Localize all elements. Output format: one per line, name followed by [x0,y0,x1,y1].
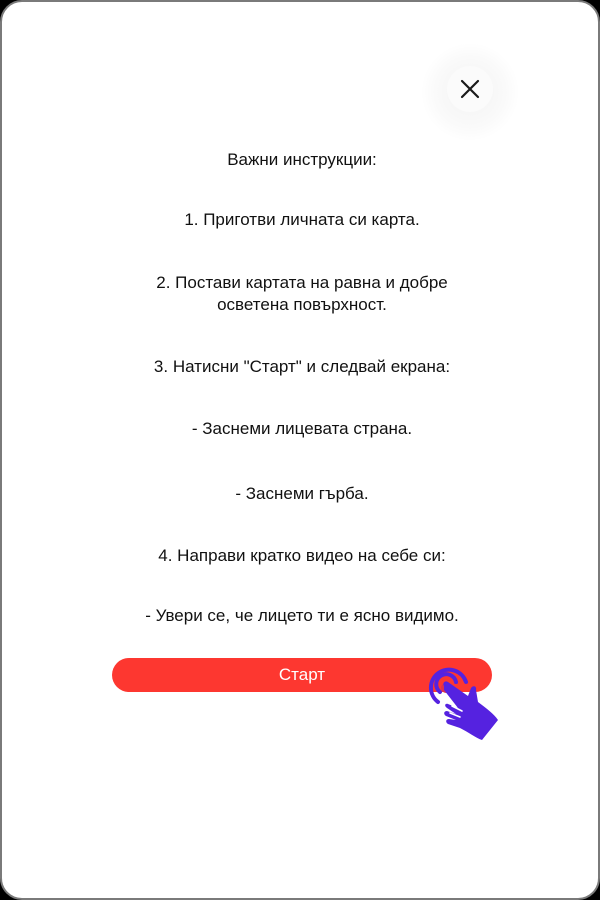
step-3-sub-front: - Заснеми лицевата страна. [191,419,413,438]
step-3: 3. Натисни "Старт" и следвай екрана: [153,357,451,376]
close-icon [460,79,480,99]
step-1: 1. Приготви личната си карта. [184,210,420,229]
step-2-line-1: 2. Постави картата на равна и добре [156,273,448,292]
tap-hand-icon [416,658,500,744]
instructions-heading: Важни инструкции: [227,150,377,169]
start-button[interactable]: Старт [112,658,492,692]
step-2-line-2: осветена повърхност. [217,295,387,314]
step-3-sub-back: - Заснеми гърба. [235,484,369,503]
step-4: 4. Направи кратко видео на себе си: [158,546,446,565]
step-4-sub-face: - Увери се, че лицето ти е ясно видимо. [145,606,459,625]
close-button[interactable] [447,66,493,112]
